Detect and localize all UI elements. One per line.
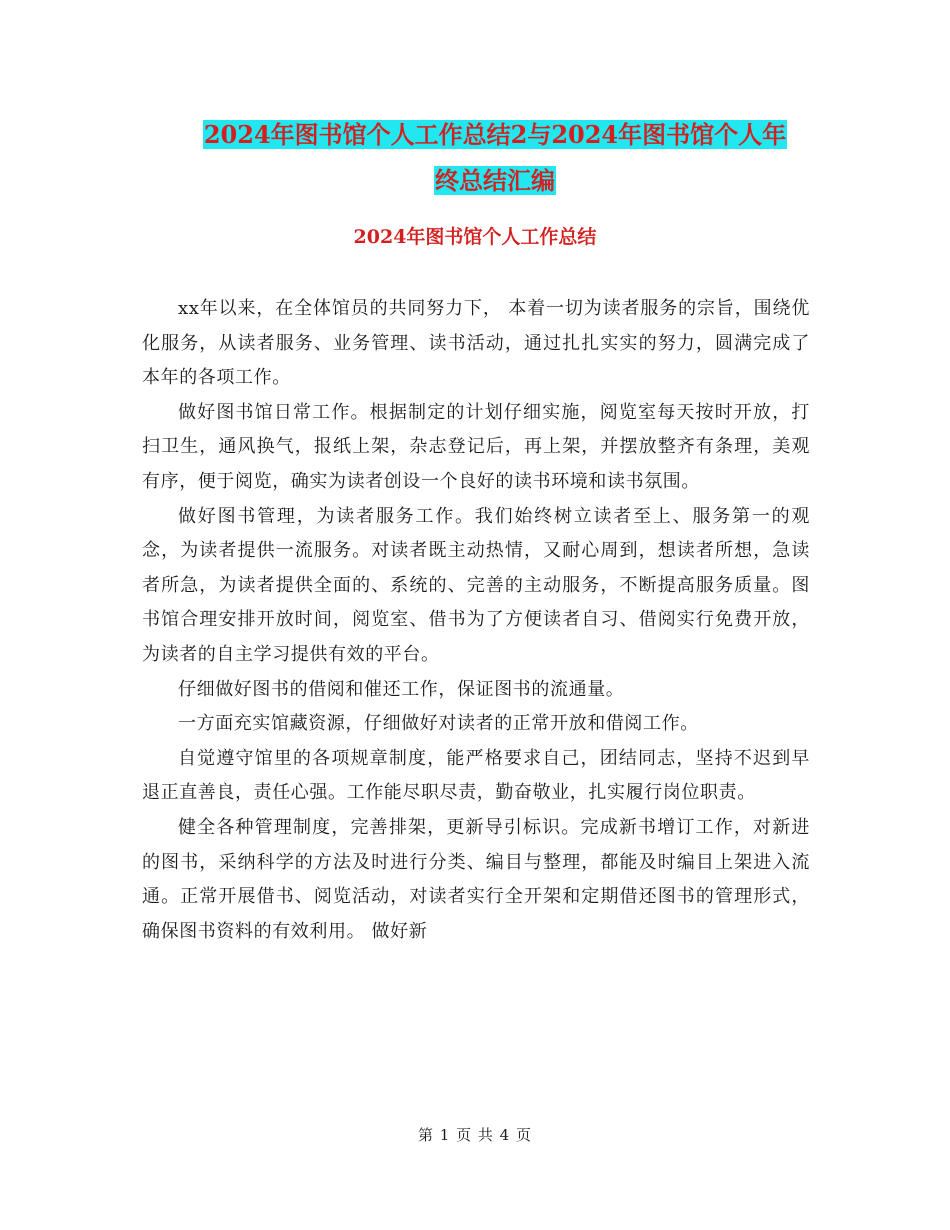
- paragraph: 自觉遵守馆里的各项规章制度，能严格要求自己，团结同志，坚持不迟到早退正直善良，责任心强。工作能尽职尽责，勤奋敬业，扎实履行岗位职责。: [142, 747, 810, 804]
- paragraph: 仔细做好图书的借阅和催还工作，保证图书的流通量。: [178, 678, 625, 700]
- section-heading: 2024年图书馆个人工作总结: [353, 226, 597, 248]
- paragraph: 一方面充实馆藏资源，仔细做好对读者的正常开放和借阅工作。: [178, 713, 699, 735]
- paragraph: 做好图书管理，为读者服务工作。我们始终树立读者至上、服务第一的观念，为读者提供一流服务。对读者既主动热情，又耐心周到，想读者所想，急读者所急，为读者提供全面的、系统的、完善的主动服务，不断提高服务质量。图书馆合理安排开放时间，阅览室、借书为了方便读者自习、借阅实行免费开放，为读者的自主学习提供有效的平台。: [142, 505, 810, 665]
- paragraph: xx年以来，在全体馆员的共同努力下， 本着一切为读者服务的宗旨，围绕优化服务，从读者服务、业务管理、读书活动，通过扎扎实实的努力，圆满完成了本年的各项工作。: [142, 298, 810, 389]
- document-title: [150, 112, 840, 204]
- title-line-1: 2024年图书馆个人工作总结2与2024年图书馆个人年: [203, 120, 787, 149]
- paragraph: 做好图书馆日常工作。根据制定的计划仔细实施，阅览室每天按时开放，打扫卫生，通风换气，报纸上架，杂志登记后，再上架，并摆放整齐有条理，美观有序，便于阅览，确实为读者创设一个良好的读书环境和读书氛围。: [142, 401, 810, 492]
- page-footer: 第 1 页 共 4 页: [418, 1126, 532, 1144]
- document-body: [142, 292, 810, 949]
- title-line-2: 终总结汇编: [435, 166, 555, 195]
- paragraph: 健全各种管理制度，完善排架，更新导引标识。完成新书增订工作，对新进的图书，采纳科学的方法及时进行分类、编目与整理，都能及时编目上架进入流通。正常开展借书、阅览活动，对读者实行全开架和定期借还图书的管理形式，确保图书资料的有效利用。 做好新: [142, 816, 810, 942]
